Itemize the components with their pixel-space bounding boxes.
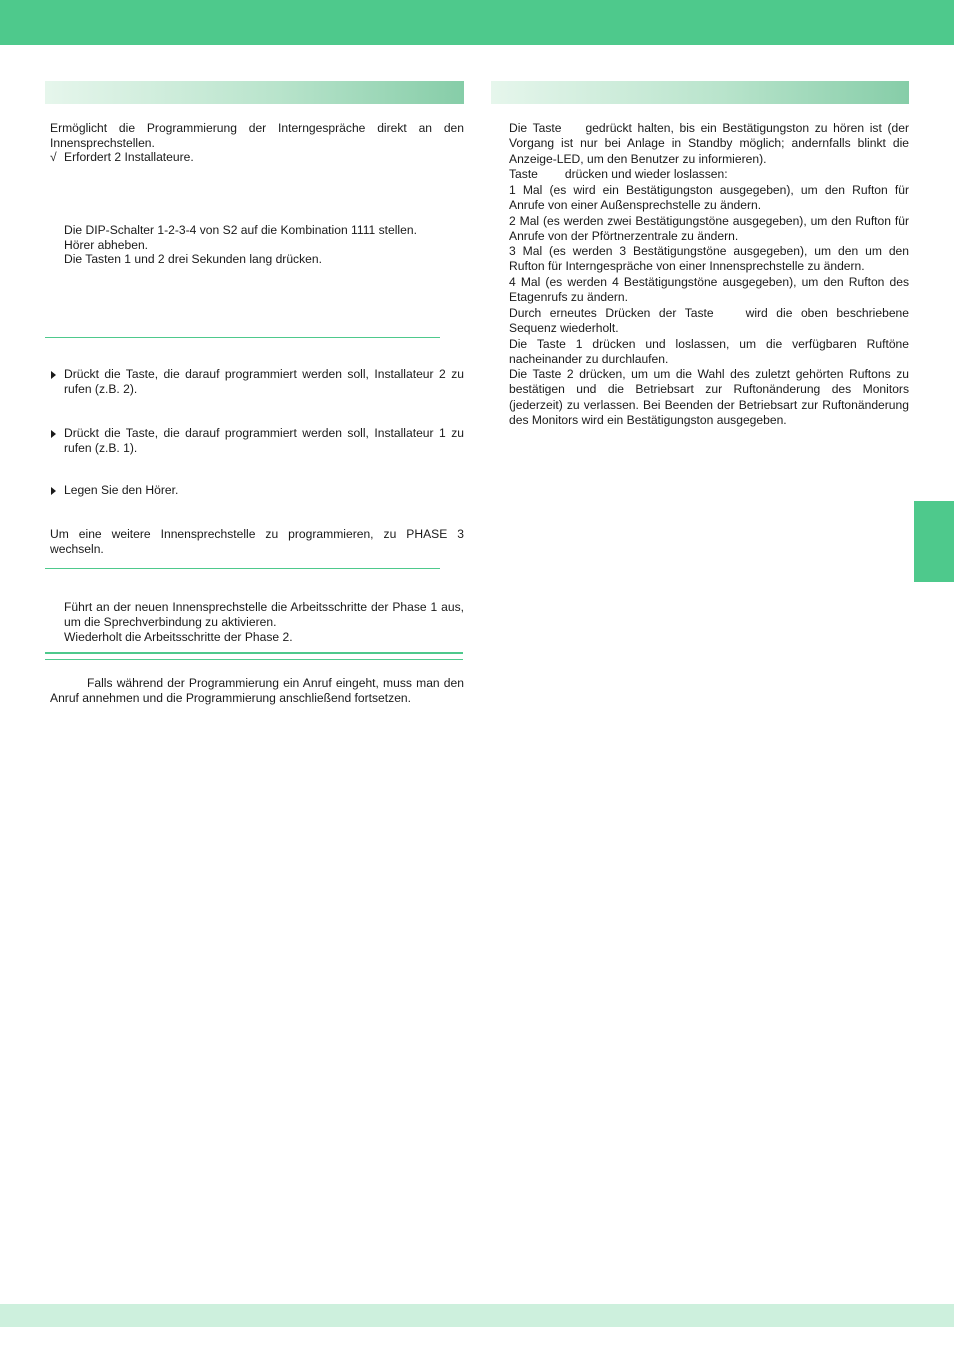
arrow-bullet-icon [51, 430, 56, 438]
hold-key-paragraph [509, 121, 909, 167]
phase3-hint: Um eine weitere Innensprechstelle zu programmieren, zu PHASE 3 wechseln. [50, 527, 464, 557]
phase3-line: Führt an der neuen Innensprechstelle die Arbeitsschritte der Phase 1 aus, um die Sprechverbindung zu aktivieren. [64, 600, 464, 630]
repeat-post: wird die oben beschriebene Sequenz wiederholt. [509, 306, 909, 336]
phase1-line: Hörer abheben. [64, 238, 149, 252]
hold-key-post: gedrückt halten, bis ein Bestätigungston zu hören ist (der Vorgang ist nur bei Anlage in Standby möglich; andernfalls blinkt die Anzeige-LED, um den Benutzer zu informieren). [509, 121, 909, 166]
step-item: Drückt die Taste, die darauf programmiert werden soll, Installateur 2 zu rufen (z.B. 2). [64, 367, 464, 397]
requirement-line [50, 150, 464, 165]
repeat-paragraph [509, 306, 909, 337]
option-item: 2 Mal (es werden zwei Bestätigungstöne ausgegeben), um den Rufton für Anrufe von der Pförtnerzentrale zu ändern. [509, 214, 909, 244]
phase1-line: Die Tasten 1 und 2 drei Sekunden lang drücken. [64, 252, 322, 266]
arrow-bullet-icon [51, 487, 56, 495]
step-item: Legen Sie den Hörer. [64, 483, 179, 497]
note-divider-bottom [45, 659, 463, 660]
section-side-tab [914, 501, 954, 582]
note-text: Falls während der Programmierung ein Anruf eingeht, muss man den Anruf annehmen und die Programmierung anschließend fortsetzen. [50, 676, 464, 706]
taste2-paragraph: Die Taste 2 drücken, um um die Wahl des zuletzt gehörten Ruftons zu bestätigen und die Betriebsart zur Ruftonänderung des Monitors (jederzeit) zu verlassen. Bei Beenden der Betriebsart zur Ruftonänderung des Monitors wird ein Bestätigungston ausgegeben. [509, 367, 909, 428]
note-divider-top [45, 652, 463, 654]
press-key-pre: Taste [509, 167, 538, 181]
press-key-post: drücken und wieder loslassen: [564, 167, 728, 181]
intro-text: Ermöglicht die Programmierung der Interngespräche direkt an den Innensprechstellen. [50, 121, 464, 151]
check-icon: √ [50, 150, 57, 164]
bottom-color-bar [0, 1304, 954, 1327]
section-divider [45, 337, 440, 338]
hold-key-pre: Die Taste [509, 121, 562, 135]
section-divider [45, 568, 440, 569]
top-color-bar [0, 0, 954, 45]
phase3-line: Wiederholt die Arbeitsschritte der Phase 2. [64, 630, 293, 644]
press-key-line [509, 167, 909, 182]
option-item: 1 Mal (es wird ein Bestätigungston ausgegeben), um den Rufton für Anrufe von einer Außensprechstelle zu ändern. [509, 183, 909, 213]
taste1-paragraph: Die Taste 1 drücken und loslassen, um die verfügbaren Ruftöne nacheinander zu durchlaufen. [509, 337, 909, 367]
option-item: 3 Mal (es werden 3 Bestätigungstöne ausgegeben), um den um den Rufton für Interngespräche von einer Innensprechstelle zu ändern. [509, 244, 909, 274]
repeat-pre: Durch erneutes Drücken der Taste [509, 306, 714, 320]
option-item: 4 Mal (es werden 4 Bestätigungstöne ausgegeben), um den Rufton des Etagenrufs zu ändern. [509, 275, 909, 305]
phase1-line: Die DIP-Schalter 1-2-3-4 von S2 auf die Kombination 1111 stellen. [64, 223, 417, 237]
right-section-header-band [491, 81, 909, 104]
step-item: Drückt die Taste, die darauf programmiert werden soll, Installateur 1 zu rufen (z.B. 1). [64, 426, 464, 456]
arrow-bullet-icon [51, 371, 56, 379]
left-section-header-band [45, 81, 464, 104]
requirement-text: Erfordert 2 Installateure. [64, 150, 194, 164]
